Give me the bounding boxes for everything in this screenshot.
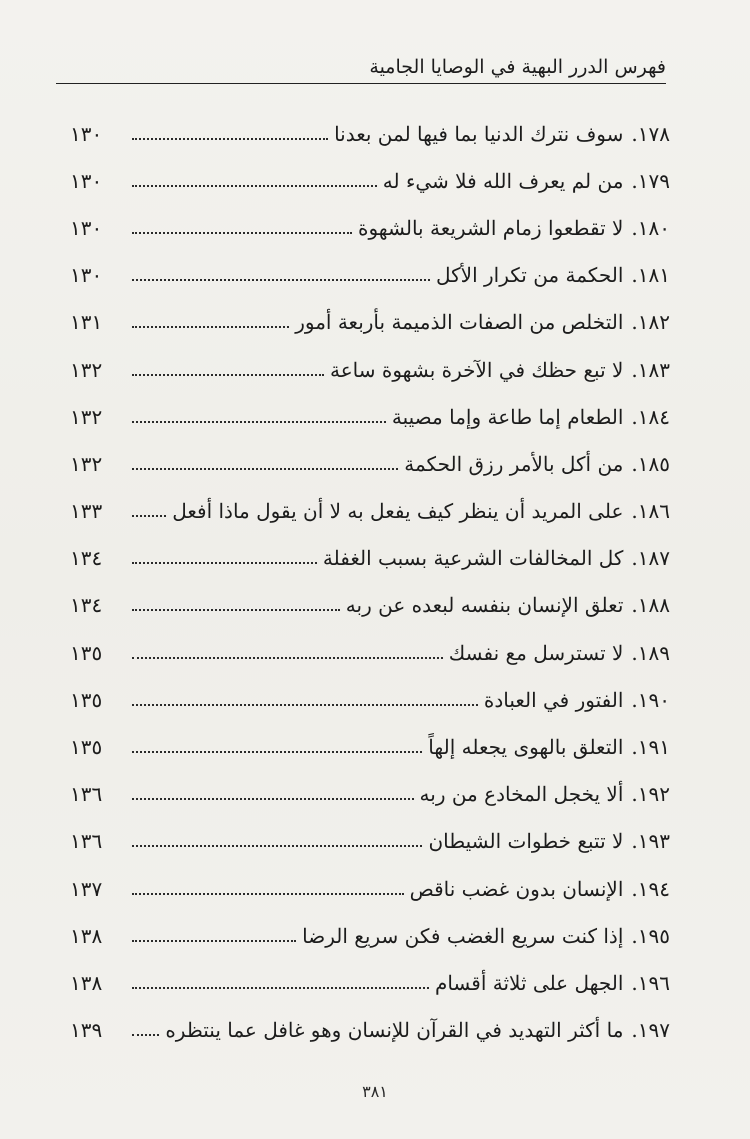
dot-leader <box>132 232 352 234</box>
toc-entry <box>70 1007 670 1054</box>
toc-entry-number: ١٨٧. <box>631 546 670 571</box>
toc-entry-number: ١٩٣. <box>631 829 670 854</box>
toc-entry-title: إذا كنت سريع الغضب فكن سريع الرضا <box>302 923 624 948</box>
toc-entry-page: ١٣٦ <box>70 829 103 854</box>
toc-entry-title: الجهل على ثلاثة أقسام <box>434 970 624 995</box>
dot-leader <box>132 987 429 989</box>
toc-entry-title: ألا يخجل المخادع من ربه <box>419 782 624 807</box>
toc-entry-title: الإنسان بدون غضب ناقص <box>409 876 624 901</box>
dot-leader <box>132 609 340 611</box>
header-rule <box>56 83 666 84</box>
toc-entry-number: ١٨٣. <box>631 357 670 382</box>
toc-entry-page: ١٣٨ <box>70 970 103 995</box>
dot-leader <box>132 421 386 423</box>
toc-entry-title: التخلص من الصفات الذميمة بأربعة أمور <box>295 310 624 335</box>
toc-entry-number: ١٨٥. <box>631 451 670 476</box>
toc-entry-number: ١٨٦. <box>631 499 670 524</box>
dot-leader <box>132 468 398 470</box>
toc-entry <box>70 299 670 346</box>
toc-entry-page: ١٣٤ <box>70 546 103 571</box>
toc-entry-title: الفتور في العبادة <box>483 687 624 712</box>
toc-entry-number: ١٨٠. <box>631 215 670 240</box>
running-header <box>56 52 700 86</box>
dot-leader <box>132 751 422 753</box>
toc-entry-title: من لم يعرف الله فلا شيء له <box>382 168 624 193</box>
running-header-title: فهرس الدرر البهية في الوصايا الجامية <box>369 56 666 78</box>
toc-entry-number: ١٩٠. <box>631 687 670 712</box>
toc-entry <box>70 346 670 393</box>
toc-entry-number: ١٩١. <box>631 735 670 760</box>
toc-entry-page: ١٣٥ <box>70 735 103 760</box>
toc-entry-title: الحكمة من تكرار الأكل <box>436 263 624 288</box>
toc-entry <box>70 393 670 440</box>
toc-entry-page: ١٣٠ <box>70 263 103 288</box>
toc-entry-number: ١٨٨. <box>631 593 670 618</box>
toc-entry-title: كل المخالفات الشرعية بسبب الغفلة <box>322 546 624 571</box>
toc-entry <box>70 912 670 959</box>
toc-entry-title: على المريد أن ينظر كيف يفعل به لا أن يقول ماذا أفعل <box>172 499 624 524</box>
toc-entry-page: ١٣٨ <box>70 923 103 948</box>
toc-entry-title: تعلق الإنسان بنفسه لبعده عن ربه <box>345 593 624 618</box>
toc-entry-page: ١٣٢ <box>70 451 103 476</box>
toc-entry <box>70 865 670 912</box>
toc-entry-page: ١٣٥ <box>70 640 103 665</box>
toc-entry-number: ١٧٩. <box>631 168 670 193</box>
dot-leader <box>132 893 404 895</box>
toc-entry-page: ١٣٢ <box>70 404 103 429</box>
toc-entry <box>70 204 670 251</box>
toc-entry-page: ١٣٤ <box>70 593 103 618</box>
dot-leader <box>132 940 296 942</box>
dot-leader <box>132 1034 159 1036</box>
toc-entry <box>70 535 670 582</box>
toc-entry-page: ١٣٦ <box>70 782 103 807</box>
toc-entry <box>70 488 670 535</box>
toc-entry-page: ١٣٩ <box>70 1018 103 1043</box>
dot-leader <box>132 138 328 140</box>
toc-entry-page: ١٣٥ <box>70 687 103 712</box>
toc-entry <box>70 582 670 629</box>
toc-entry <box>70 818 670 865</box>
dot-leader <box>132 704 478 706</box>
toc-entry-title: لا تبع حظك في الآخرة بشهوة ساعة <box>329 357 624 382</box>
dot-leader <box>132 185 377 187</box>
toc-entry <box>70 252 670 299</box>
dot-leader <box>132 326 289 328</box>
toc-entry <box>70 629 670 676</box>
toc-entry <box>70 110 670 157</box>
dot-leader <box>132 845 422 847</box>
toc-entry <box>70 157 670 204</box>
toc-entry <box>70 440 670 487</box>
toc-entry-number: ١٩٤. <box>631 876 670 901</box>
dot-leader <box>132 374 324 376</box>
toc-entry <box>70 723 670 770</box>
toc-entry <box>70 959 670 1006</box>
toc-entry-title: لا تتبع خطوات الشيطان <box>428 829 624 854</box>
toc-entry-page: ١٣٠ <box>70 121 103 146</box>
toc-entry-page: ١٣٣ <box>70 499 103 524</box>
toc-entry <box>70 676 670 723</box>
toc-entry-title: لا تقطعوا زمام الشريعة بالشهوة <box>358 215 624 240</box>
toc-entry-title: من أكل بالأمر رزق الحكمة <box>404 451 624 476</box>
toc-entry-page: ١٣٧ <box>70 876 103 901</box>
toc-entry-page: ١٣٢ <box>70 357 103 382</box>
toc-entry-number: ١٩٢. <box>631 782 670 807</box>
toc-entry-title: لا تسترسل مع نفسك <box>448 640 624 665</box>
toc-entry-number: ١٨٤. <box>631 404 670 429</box>
toc-entry-number: ١٩٧. <box>631 1018 670 1043</box>
dot-leader <box>132 798 414 800</box>
toc-entry-number: ١٩٦. <box>631 970 670 995</box>
toc-entry-title: ما أكثر التهديد في القرآن للإنسان وهو غافل عما ينتظره <box>165 1018 624 1043</box>
toc-entry-number: ١٨٢. <box>631 310 670 335</box>
toc-entry-number: ١٨٩. <box>631 640 670 665</box>
toc-entry-title: التعلق بالهوى يجعله إلهاً <box>428 735 624 760</box>
toc-entry-title: الطعام إما طاعة وإما مصيبة <box>391 404 624 429</box>
toc-entry-page: ١٣٠ <box>70 215 103 240</box>
table-of-contents <box>70 110 670 1054</box>
toc-entry-number: ١٧٨. <box>631 121 670 146</box>
toc-entry-number: ١٩٥. <box>631 923 670 948</box>
toc-entry-page: ١٣١ <box>70 310 103 335</box>
dot-leader <box>132 515 166 517</box>
dot-leader <box>132 657 443 659</box>
toc-entry-page: ١٣٠ <box>70 168 103 193</box>
toc-entry <box>70 771 670 818</box>
dot-leader <box>132 279 430 281</box>
dot-leader <box>132 562 317 564</box>
toc-entry-number: ١٨١. <box>631 263 670 288</box>
page-number: ٣٨١ <box>362 1082 388 1101</box>
toc-entry-title: سوف نترك الدنيا بما فيها لمن بعدنا <box>334 121 624 146</box>
